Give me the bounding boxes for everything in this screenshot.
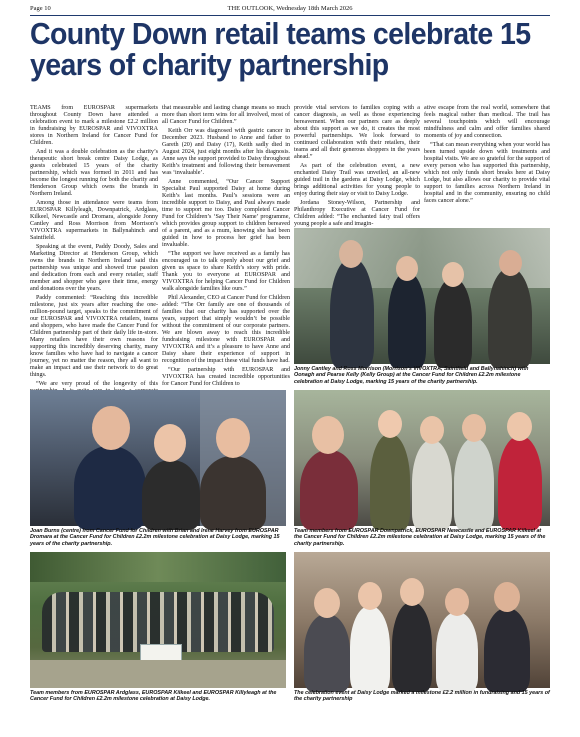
person-head: [216, 418, 250, 458]
paragraph: “We are very proud of the longevity of this: [36, 381, 158, 387]
paragraph: Among those in attendance were teams from EUROSPAR Killyleagh, Downpatrick, Ardglass, Kilkeel, Newcastle and Dromara, alongside Jonny Cantley and Ross Morrison from Morrison’s VIVOXTRA supermarkets in Ballynahinch and Saintfield.: [30, 200, 158, 241]
person-head: [442, 262, 464, 287]
paragraph: As part of the celebration event, a new enchanted Daisy Trail was unveiled, an all-new guided trail in the gardens at Daisy Lodge, which brings additional activities for young people to enjoy during their stay or visit to Daisy Lodge.: [294, 163, 420, 197]
person-figure: [436, 612, 478, 692]
person-head: [507, 412, 532, 441]
photo-garden-group: [30, 552, 286, 688]
person-head: [499, 250, 522, 276]
person-figure: [350, 606, 390, 692]
person-head: [445, 588, 469, 616]
person-head: [92, 406, 130, 450]
paragraph: And it was a double celebration as the charity’s therapeutic short break centre Daisy Lodge, as guests celebrated 15 years of the charity partnership, which was formed in 2011 and has become the longest running for both the charity and Henderson Group which owns the brands in Northern Ireland.: [30, 149, 158, 197]
paragraph: provide vital services to families coping with a cancer diagnosis, as well as those experiencing bereavement. When our partners care as deeply about this support as we do, it creates the most powerful partnerships. We look forward to continued collaboration with their retailers, their teams and all their generous shoppers in the years ahead.”: [294, 105, 420, 160]
person-head: [400, 578, 424, 606]
photo-caption: Jonny Cantley and Ross Morrison (Morrison’s VIVOXTRA, Saintfield and Ballynahinch) with Oonagh and Pearse Kelly (Kelly Group) at the Cancer Fund for Children £2.2m milestone celebration at Daisy Lodge, marking 15 years of the charity partnership.: [294, 366, 529, 385]
person-figure: [388, 272, 426, 368]
person-head: [396, 256, 418, 281]
person-figure: [370, 434, 410, 530]
paragraph: Paddy commented: “Reaching this incredible milestone, just six years after reaching the one-million-pound target, speaks to the commitment of our EUROSPAR and VIVOXTRA retailers, teams and shoppers, who have made the Cancer Fund for Children partnership part of their daily life in-store. Many retailers have their own reasons for supporting this incredibly deserving charity, many know families who have had to navigate a cancer journey, yet no matter the reason, they all want to make an impact and use their network to do great things.: [30, 295, 158, 378]
masthead-date: THE OUTLOOK, Wednesday 18th March 2026: [227, 5, 353, 12]
person-figure: [392, 602, 432, 692]
page-folio: [30, 3, 550, 16]
person-head: [154, 424, 186, 462]
person-figure: [484, 608, 530, 692]
photo-caption: The celebration event at Daisy Lodge marked a milestone £2.2 million in fundraising and 15 years of the charity partnership: [294, 690, 550, 703]
photo-dromara: [30, 390, 286, 526]
photo-vivoxtra-group: [294, 228, 550, 364]
person-figure: [300, 450, 358, 530]
photo-caption: Team members from EUROSPAR Ardglass, EUROSPAR Kilkeel and EUROSPAR Killyleagh at the Cancer Fund for Children £2.2m milestone celebration at Daisy Lodge.: [30, 690, 277, 703]
paragraph: Jordana Stoney-Wilson, Partnership and Philanthropy Executive at Cancer Fund for Children added: “The enchanted fairy trail offers young people a safe and imagin-: [294, 200, 420, 227]
photo-downpatrick-newcastle-kilkeel: [294, 390, 550, 526]
person-head: [312, 416, 344, 454]
person-figure: [434, 278, 472, 368]
page-number: Page 10: [30, 5, 51, 12]
person-head: [494, 582, 520, 612]
person-figure: [330, 258, 374, 368]
person-head: [358, 582, 382, 610]
paragraph: Keith Orr was diagnosed with gastric cancer in December 2023. Husband to Anne and father to Gareth (20) and Daisy (17), Keith sadly died in August 2024, just eight months after his diagnosis. Anne says the support provided to Daisy throughout Keith’s treatment and following their bereavement was ‘invaluable’.: [162, 128, 290, 176]
article-column-4: [424, 105, 550, 216]
paragraph: Phil Alexander, CEO at Cancer Fund for Children added: “The Orr family are one of thousands of families that our charity has supported over the years, support that simply wouldn’t be possible without the commitment of our corporate partners. We are blown away to reach this incredible fundraising milestone with EUROSPAR and VIVOXTRA and it’s a pleasure to have Anne and Daisy share their experience of support in recognition of the impact these vital funds have had.: [162, 295, 290, 364]
person-figure: [454, 438, 494, 530]
person-figure: [488, 268, 532, 368]
photo-celebration-event: [294, 552, 550, 688]
person-figure: [304, 614, 350, 692]
person-head: [378, 410, 402, 438]
paragraph: “The support we have received as a family has encouraged us to talk openly about our grief and given us space to share Keith’s story with pride. Thank you to everyone at EUROSPAR and VIVOXTRA for helping Cancer Fund for Children walk alongside families like ours.”: [162, 251, 290, 292]
paragraph: Anne commented, “Our Cancer Support Specialist Paul supported Daisy at home during Keith’s last months. Paul’s sessions were an incredible support to Daisy, and Paul always made time to support me too. Daisy completed Cancer Fund for Children’s ‘Say Their Name’ programme, which provides group support to children bereaved of a parent, and as a mum, knowing she had been guided in how to process her grief has been invaluable.: [162, 179, 290, 248]
person-figure: [412, 440, 452, 530]
photo-caption: Joan Burns (centre) from Cancer Fund for Children with Brian and Irene Harvey from EUROSPAR Dromara at the Cancer Fund for Children £2.2m milestone celebration at Daisy Lodge, marking 15 years of the charity partnership.: [30, 528, 280, 547]
person-figure: [498, 436, 542, 530]
paragraph: ative escape from the real world, somewhere that feels magical rather than medical. The trail has several touchpoints which will encourage mindfulness and calm and offer families shared moments of joy and connection.: [424, 105, 550, 139]
person-head: [462, 414, 486, 442]
person-figure: [200, 456, 266, 530]
article-column-1: [30, 105, 158, 385]
paragraph: Speaking at the event, Paddy Doody, Sales and Marketing Director at Henderson Group, which owns the brands in Northern Ireland said this partnership was unique and showed true passion and dedication from each and every retailer, staff member and shopper who gave their time, energy and donations over the years.: [30, 244, 158, 292]
photo-caption: Team members from EUROSPAR Downpatrick, EUROSPAR Newcastle and EUROSPAR Kilkeel at the Cancer Fund for Children £2.2m milestone celebration at Daisy Lodge, marking 15 years of the charity partnership.: [294, 528, 546, 547]
person-head: [339, 240, 363, 268]
person-figure: [74, 446, 146, 530]
paragraph: “That can mean everything when your world has been turned upside down with treatments and hospital visits. We are so grateful for the support of every person who has supported this partnership, which not only funds short breaks here at Daisy Lodge, but also allows our charity to provide vital support to families across Northern Ireland in hospital and in the community, ensuring no child faces cancer alone.”: [424, 142, 550, 204]
person-head: [314, 588, 340, 618]
paragraph: “Our partnership with EUROSPAR and VIVOXTRA has created incredible opportunities for Cancer Fund for Children to: [162, 367, 290, 387]
paragraph: TEAMS from EUROSPAR supermarkets throughout County Down have attended a celebration event to mark a milestone £2.2 million in fundraising by EUROSPAR and VIVOXTRA stores in Northern Ireland for Cancer Fund for Children.: [30, 105, 158, 146]
article-column-3: [294, 105, 420, 226]
person-head: [420, 416, 444, 444]
person-figure: [142, 460, 200, 530]
article-column-2: [162, 105, 290, 388]
article-headline: County Down retail teams celebrate 15 years of charity partnership: [30, 16, 531, 83]
paragraph: that measurable and lasting change means so much more than short term wins for all involved, most of all Cancer Fund for Children.”: [162, 105, 290, 125]
